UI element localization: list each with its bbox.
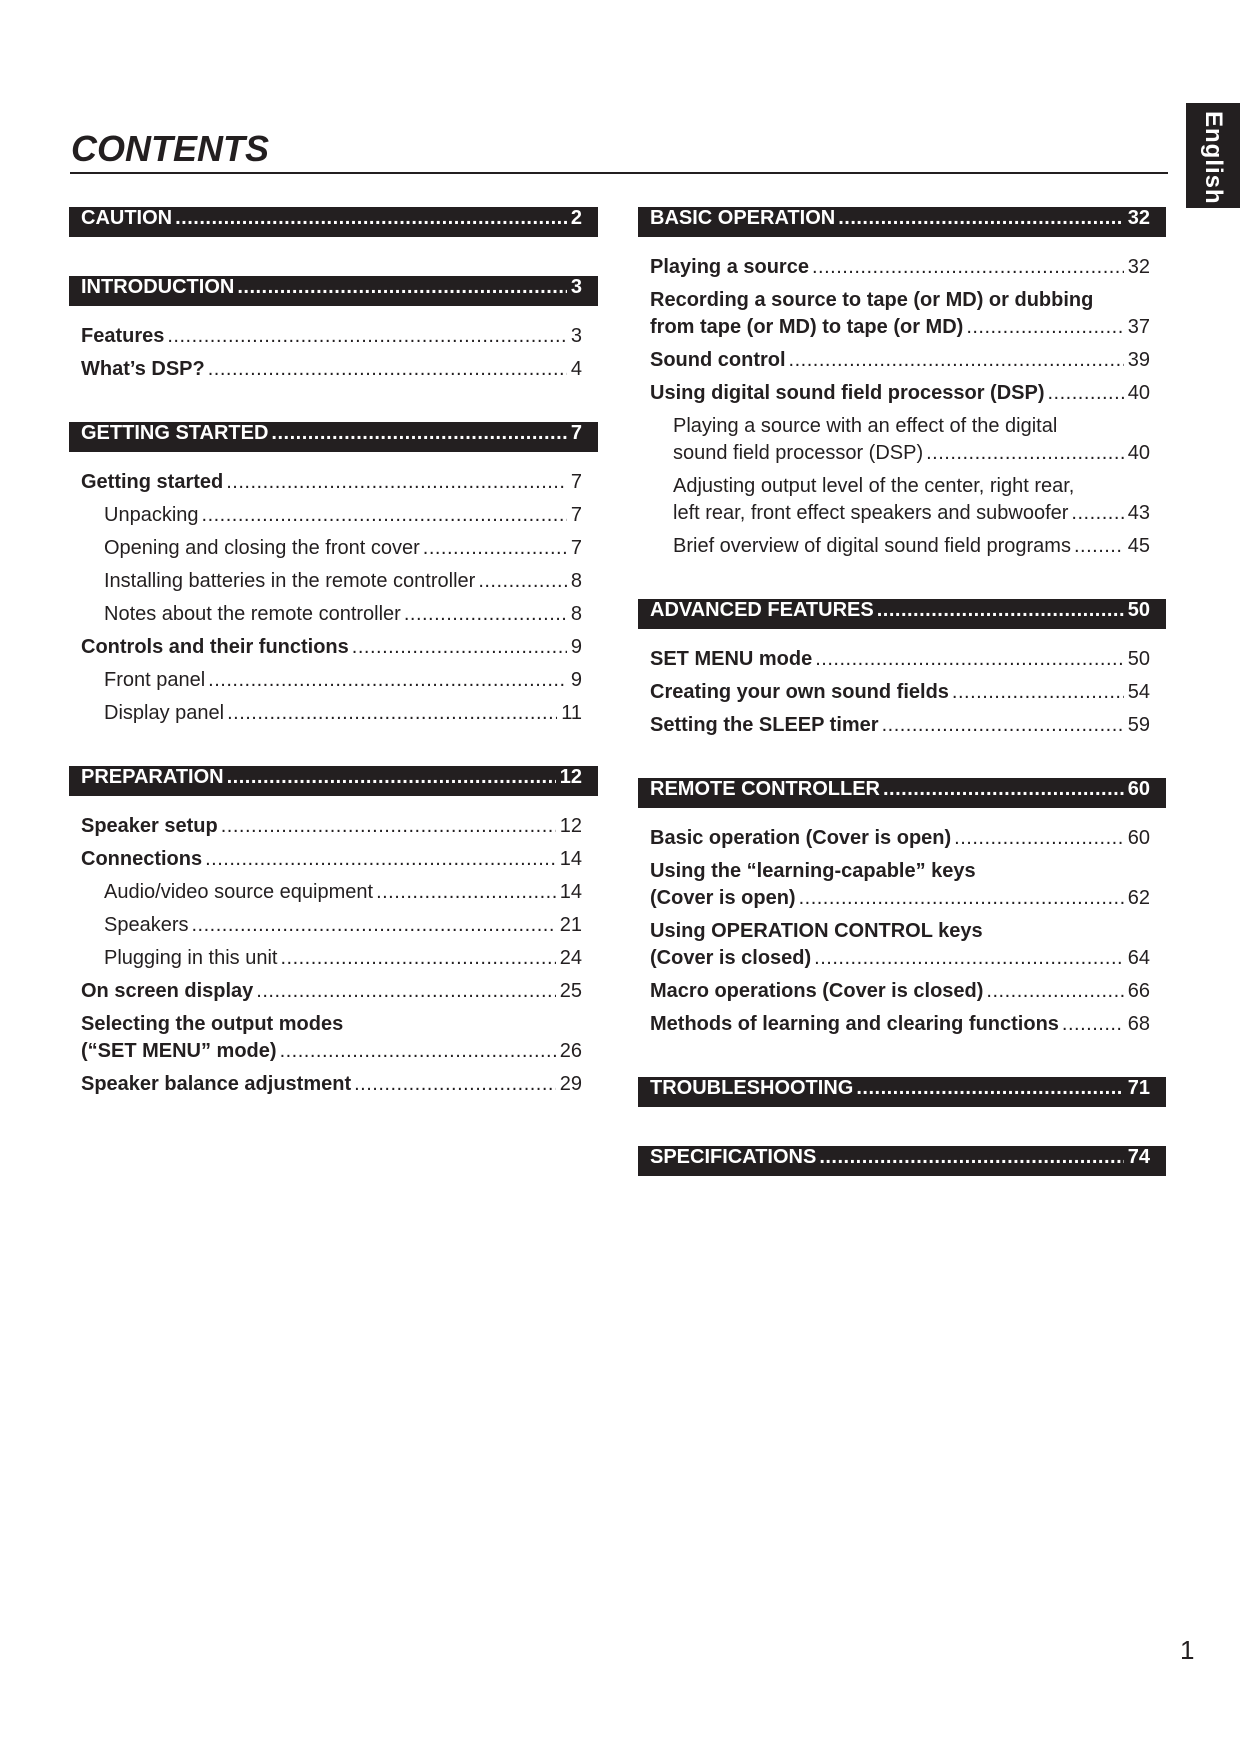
- dot-leader: [1062, 1011, 1124, 1038]
- dot-leader: [226, 469, 567, 496]
- section-title: SPECIFICATIONS: [650, 1146, 817, 1168]
- entry-title: SET MENU mode: [650, 648, 813, 670]
- entry-title: Setting the SLEEP timer: [650, 714, 879, 736]
- entry-title: Recording a source to tape (or MD) or dubbing: [650, 289, 1094, 311]
- entry-page: 40: [1127, 442, 1150, 464]
- dot-leader: [812, 254, 1124, 281]
- entry-page: 66: [1127, 980, 1150, 1002]
- section-page: 7: [570, 422, 582, 444]
- entry-title: Speaker balance adjustment: [81, 1073, 352, 1095]
- entry-title-line2: from tape (or MD) to tape (or MD): [650, 316, 964, 338]
- section-title: GETTING STARTED: [81, 422, 269, 444]
- dot-leader: [838, 207, 1124, 230]
- entry-page: 21: [559, 914, 582, 936]
- entry-title-line2: (Cover is closed): [650, 947, 812, 969]
- entry-title-line2: left rear, front effect speakers and subwoofer: [673, 502, 1069, 524]
- dot-leader: [952, 679, 1124, 706]
- section-page: 2: [570, 207, 582, 229]
- section-header[interactable]: [638, 207, 1166, 237]
- entry-title: Front panel: [104, 669, 206, 691]
- entry-title: Creating your own sound fields: [650, 681, 949, 703]
- entry-page: 25: [559, 980, 582, 1002]
- title-rule: [70, 172, 1168, 174]
- section-specifications: [638, 1146, 1166, 1176]
- entry-page: 7: [570, 504, 582, 526]
- section-getting-started: [69, 422, 598, 730]
- entry-title: Unpacking: [104, 504, 199, 526]
- section-preparation: [69, 766, 598, 1101]
- toc-entry[interactable]: [638, 822, 1166, 855]
- dot-leader: [882, 712, 1124, 739]
- entry-title: Using digital sound field processor (DSP): [650, 382, 1045, 404]
- entry-page: 29: [559, 1073, 582, 1095]
- entry-page: 45: [1127, 535, 1150, 557]
- entry-title: Speaker setup: [81, 815, 218, 837]
- toc-entry[interactable]: [69, 942, 598, 975]
- entry-page: 59: [1127, 714, 1150, 736]
- dot-leader: [227, 700, 557, 727]
- entry-page: 24: [559, 947, 582, 969]
- entry-title: Getting started: [81, 471, 224, 493]
- entry-page: 14: [559, 848, 582, 870]
- entry-page: 11: [561, 702, 582, 724]
- section-title: ADVANCED FEATURES: [650, 599, 874, 621]
- dot-leader: [789, 347, 1124, 374]
- toc-entry[interactable]: [638, 284, 1166, 344]
- dot-leader: [1047, 380, 1123, 407]
- toc-entry[interactable]: [69, 631, 598, 664]
- section-header[interactable]: [69, 422, 598, 452]
- entry-title: Brief overview of digital sound field programs: [673, 535, 1071, 557]
- dot-leader: [926, 440, 1124, 467]
- entry-title: Using the “learning-capable” keys: [650, 860, 976, 882]
- toc-entry[interactable]: [69, 810, 598, 843]
- section-title: INTRODUCTION: [81, 276, 235, 298]
- dot-leader: [167, 323, 567, 350]
- toc-entry[interactable]: [638, 855, 1166, 915]
- toc-entry[interactable]: [69, 975, 598, 1008]
- dot-leader: [256, 978, 555, 1005]
- dot-leader: [175, 207, 567, 230]
- dot-leader: [1071, 500, 1123, 527]
- section-caution: [69, 207, 598, 237]
- entry-title: Notes about the remote controller: [104, 603, 401, 625]
- section-header[interactable]: [69, 207, 598, 237]
- entry-page: 50: [1127, 648, 1150, 670]
- dot-leader: [1074, 533, 1124, 560]
- dot-leader: [819, 1146, 1123, 1169]
- entry-title: Speakers: [104, 914, 189, 936]
- section-basic-operation: [638, 207, 1166, 563]
- entry-page: 37: [1127, 316, 1150, 338]
- section-introduction: [69, 276, 598, 386]
- toc-entry[interactable]: [638, 470, 1166, 530]
- dot-leader: [205, 846, 556, 873]
- entry-page: 62: [1127, 887, 1150, 909]
- entry-title: Audio/video source equipment: [104, 881, 374, 903]
- section-title: BASIC OPERATION: [650, 207, 836, 229]
- dot-leader: [799, 885, 1124, 912]
- toc-entry[interactable]: [69, 565, 598, 598]
- dot-leader: [208, 667, 567, 694]
- entry-title: What’s DSP?: [81, 358, 205, 380]
- page-title: CONTENTS: [71, 128, 269, 169]
- toc-entry[interactable]: [69, 353, 598, 386]
- section-header[interactable]: [638, 599, 1166, 629]
- entry-title: Sound control: [650, 349, 786, 371]
- section-page: 71: [1127, 1077, 1150, 1099]
- section-page: 32: [1127, 207, 1150, 229]
- entry-title: Playing a source: [650, 256, 809, 278]
- toc-entry[interactable]: [69, 598, 598, 631]
- entry-page: 54: [1127, 681, 1150, 703]
- dot-leader: [271, 422, 566, 445]
- dot-leader: [192, 912, 556, 939]
- entry-title: Using OPERATION CONTROL keys: [650, 920, 983, 942]
- toc-entry[interactable]: [638, 709, 1166, 742]
- entry-title: Plugging in this unit: [104, 947, 278, 969]
- dot-leader: [883, 778, 1124, 801]
- toc-entry[interactable]: [638, 975, 1166, 1008]
- entry-title: Features: [81, 325, 165, 347]
- toc-entry[interactable]: [638, 344, 1166, 377]
- toc-entry[interactable]: [69, 909, 598, 942]
- dot-leader: [237, 276, 567, 299]
- section-header[interactable]: [69, 766, 598, 796]
- entry-title: Selecting the output modes: [81, 1013, 344, 1035]
- entry-title: Methods of learning and clearing functions: [650, 1013, 1059, 1035]
- entry-page: 14: [559, 881, 582, 903]
- entry-page: 39: [1127, 349, 1150, 371]
- toc-entry[interactable]: [638, 251, 1166, 284]
- toc-entry[interactable]: [69, 664, 598, 697]
- toc-entry[interactable]: [69, 1008, 598, 1068]
- entry-title-line2: sound field processor (DSP): [673, 442, 924, 464]
- entry-title: Display panel: [104, 702, 225, 724]
- entry-title: Controls and their functions: [81, 636, 349, 658]
- toc-entry[interactable]: [69, 466, 598, 499]
- entry-page: 9: [570, 636, 582, 658]
- entry-page: 26: [559, 1040, 582, 1062]
- entry-page: 43: [1127, 502, 1150, 524]
- section-troubleshooting: [638, 1077, 1166, 1107]
- entry-title: Opening and closing the front cover: [104, 537, 420, 559]
- section-title: TROUBLESHOOTING: [650, 1077, 854, 1099]
- section-header[interactable]: [69, 276, 598, 306]
- section-header[interactable]: [638, 1077, 1166, 1107]
- section-title: REMOTE CONTROLLER: [650, 778, 880, 800]
- entry-title: Macro operations (Cover is closed): [650, 980, 984, 1002]
- dot-leader: [877, 599, 1124, 622]
- section-advanced-features: [638, 599, 1166, 742]
- toc-entry[interactable]: [638, 1008, 1166, 1041]
- entry-title-line2: (“SET MENU” mode): [81, 1040, 277, 1062]
- entry-page: 8: [570, 570, 582, 592]
- dot-leader: [423, 535, 567, 562]
- dot-leader: [280, 1038, 556, 1065]
- dot-leader: [966, 314, 1123, 341]
- dot-leader: [478, 568, 567, 595]
- dot-leader: [354, 1071, 556, 1098]
- entry-page: 32: [1127, 256, 1150, 278]
- dot-leader: [221, 813, 556, 840]
- section-title: PREPARATION: [81, 766, 224, 788]
- dot-leader: [202, 502, 567, 529]
- dot-leader: [376, 879, 556, 906]
- toc-entry[interactable]: [69, 697, 598, 730]
- entry-title: Basic operation (Cover is open): [650, 827, 952, 849]
- right-column: [638, 207, 1166, 1215]
- toc-entry[interactable]: [638, 377, 1166, 410]
- dot-leader: [815, 646, 1124, 673]
- entry-page: 64: [1127, 947, 1150, 969]
- entry-page: 68: [1127, 1013, 1150, 1035]
- dot-leader: [856, 1077, 1123, 1100]
- dot-leader: [954, 825, 1124, 852]
- entry-title: Connections: [81, 848, 203, 870]
- entry-page: 12: [559, 815, 582, 837]
- section-page: 74: [1127, 1146, 1150, 1168]
- section-header[interactable]: [638, 778, 1166, 808]
- toc-entry[interactable]: [69, 532, 598, 565]
- toc-entry[interactable]: [69, 320, 598, 353]
- toc-entry[interactable]: [638, 915, 1166, 975]
- toc-entry[interactable]: [69, 499, 598, 532]
- entry-page: 40: [1127, 382, 1150, 404]
- section-page: 3: [570, 276, 582, 298]
- dot-leader: [814, 945, 1124, 972]
- section-title: CAUTION: [81, 207, 173, 229]
- toc-entry[interactable]: [69, 1068, 598, 1101]
- entry-title: Installing batteries in the remote controller: [104, 570, 476, 592]
- entry-title: Playing a source with an effect of the digital: [673, 415, 1058, 437]
- toc-entry[interactable]: [69, 843, 598, 876]
- section-header[interactable]: [638, 1146, 1166, 1176]
- dot-leader: [280, 945, 555, 972]
- dot-leader: [404, 601, 567, 628]
- entry-page: 4: [570, 358, 582, 380]
- dot-leader: [208, 356, 567, 383]
- toc-entry[interactable]: [638, 676, 1166, 709]
- toc-entry[interactable]: [638, 410, 1166, 470]
- entry-page: 7: [570, 537, 582, 559]
- dot-leader: [986, 978, 1123, 1005]
- section-page: 60: [1127, 778, 1150, 800]
- entry-page: 60: [1127, 827, 1150, 849]
- dot-leader: [227, 766, 556, 789]
- language-label: English: [1200, 111, 1227, 205]
- page-number: 1: [1180, 1635, 1195, 1665]
- left-column: [69, 207, 598, 1137]
- entry-page: 7: [570, 471, 582, 493]
- entry-page: 8: [570, 603, 582, 625]
- toc-entry[interactable]: [69, 876, 598, 909]
- entry-title-line2: (Cover is open): [650, 887, 796, 909]
- dot-leader: [352, 634, 567, 661]
- entry-title: Adjusting output level of the center, right rear,: [673, 475, 1075, 497]
- section-page: 12: [559, 766, 582, 788]
- toc-entry[interactable]: [638, 530, 1166, 563]
- entry-page: 9: [570, 669, 582, 691]
- entry-page: 3: [570, 325, 582, 347]
- language-tab: [1186, 103, 1240, 208]
- entry-title: On screen display: [81, 980, 254, 1002]
- section-page: 50: [1127, 599, 1150, 621]
- toc-entry[interactable]: [638, 643, 1166, 676]
- section-remote-controller: [638, 778, 1166, 1041]
